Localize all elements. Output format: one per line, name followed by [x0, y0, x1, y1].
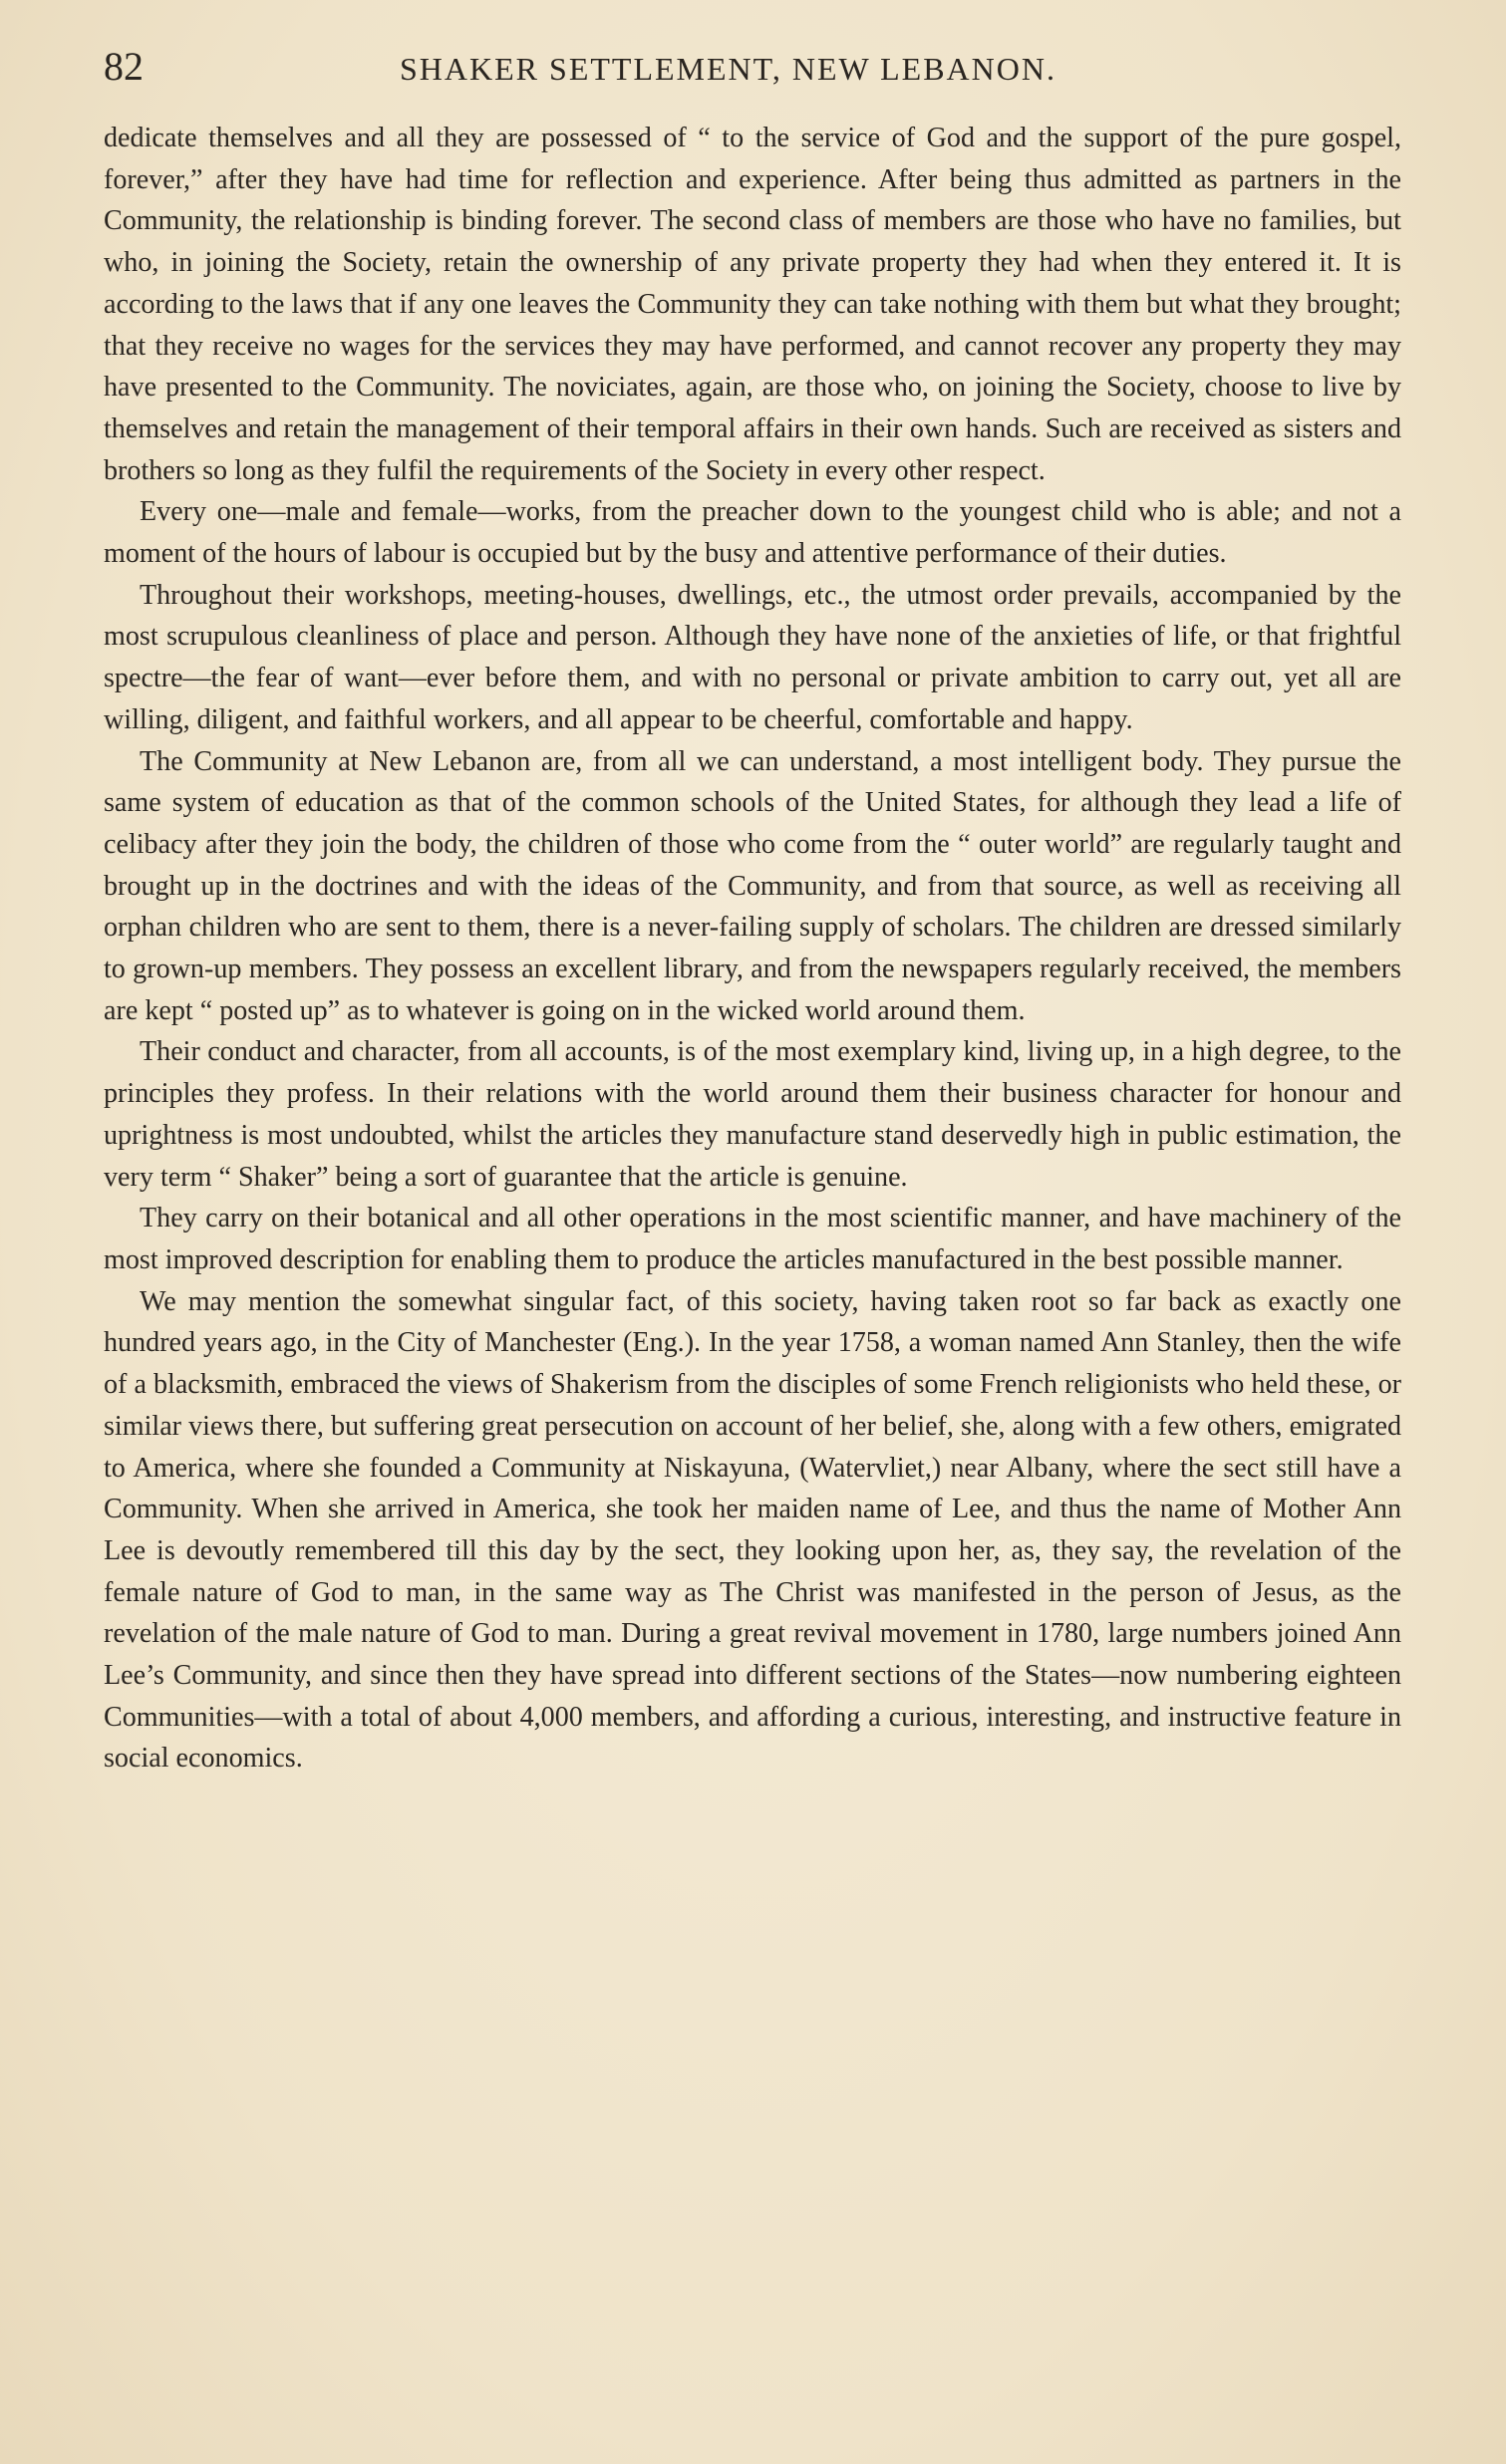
page-number: 82 [104, 44, 144, 89]
running-head [104, 42, 1409, 92]
paragraph-education: The Community at New Lebanon are, from all we can understand, a most intelligent body. They pursue the same system of education as that of the common schools of the United States, for although they lead a life of celibacy after they join the body, the children of those who come from the “ outer world” are regularly taught and brought up in the doctrines and with the ideas of the Community, and from that source, as well as receiving all orphan children who are sent to them, there is a never-failing supply of scholars. The children are dressed similarly to grown-up members. They possess an excellent library, and from the newspapers regularly received, the members are kept “ posted up” as to whatever is going on in the wicked world around them. [104, 745, 1401, 1026]
page-title: SHAKER SETTLEMENT, NEW LEBANON. [400, 51, 1056, 87]
paragraph-conduct: Their conduct and character, from all accounts, is of the most exemplary kind, living up, in a high degree, to the principles they profess. In their relations with the world around them their business character for honour and uprightness is most undoubted, whilst the articles they manufacture stand deservedly high in public estimation, the very term “ Shaker” being a sort of guarantee that the article is genuine. [104, 1036, 1401, 1193]
paragraph-labour: Every one—male and female—works, from the preacher down to the youngest child who is able; and not a moment of the hours of labour is occupied but by the busy and attentive performance of their duties. [104, 496, 1401, 570]
paragraph-order-cleanliness: Throughout their workshops, meeting-houses, dwellings, etc., the utmost order prevails, accompanied by the most scrupulous cleanliness of place and person. Although they have none of the anxieties of life, or that frightful spectre—the fear of want—ever before them, and with no personal or private ambition to carry out, yet all are willing, diligent, and faithful workers, and all appear to be cheerful, comfortable and happy. [104, 579, 1401, 735]
body-text [104, 118, 1401, 1780]
paragraph-operations: They carry on their botanical and all other operations in the most scientific manner, and have machinery of the most improved description for enabling them to produce the articles manufactured in the best possible manner. [104, 1203, 1401, 1275]
paragraph-history: We may mention the somewhat singular fact, of this society, having taken root so far back as exactly one hundred years ago, in the City of Manchester (Eng.). In the year 1758, a woman named Ann Stanley, then the wife of a blacksmith, embraced the views of Shakerism from the disciples of some French religionists who held these, or similar views there, but suffering great persecution on account of her belief, she, along with a few others, emigrated to America, where she founded a Community at Niskayuna, (Watervliet,) near Albany, where the sect still have a Community. When she arrived in America, she took her maiden name of Lee, and thus the name of Mother Ann Lee is devoutly remembered till this day by the sect, they looking upon her, as, they say, the revelation of the female nature of God to man, in the same way as The Christ was manifested in the person of Jesus, as the revelation of the male nature of God to man. During a great revival movement in 1780, large numbers joined Ann Lee’s Community, and since then they have spread into different sections of the States—now numbering eighteen Communities—with a total of about 4,000 members, and affording a curious, interesting, and instructive feature in social economics. [104, 1285, 1401, 1775]
paragraph-membership-classes: dedicate themselves and all they are possessed of “ to the service of God and the support of the pure gospel, forever,” after they have had time for reflection and experience. After being thus admitted as partners in the Community, the relationship is binding forever. The second class of members are those who have no families, but who, in joining the Society, retain the ownership of any private property they had when they entered it. It is according to the laws that if any one leaves the Community they can take nothing with them but what they brought; that they receive no wages for the services they may have performed, and cannot recover any property they may have presented to the Community. The noviciates, again, are those who, on joining the Society, choose to live by themselves and retain the management of their temporal affairs in their own hands. Such are received as sisters and brothers so long as they fulfil the requirements of the Society in every other respect. [104, 123, 1401, 486]
